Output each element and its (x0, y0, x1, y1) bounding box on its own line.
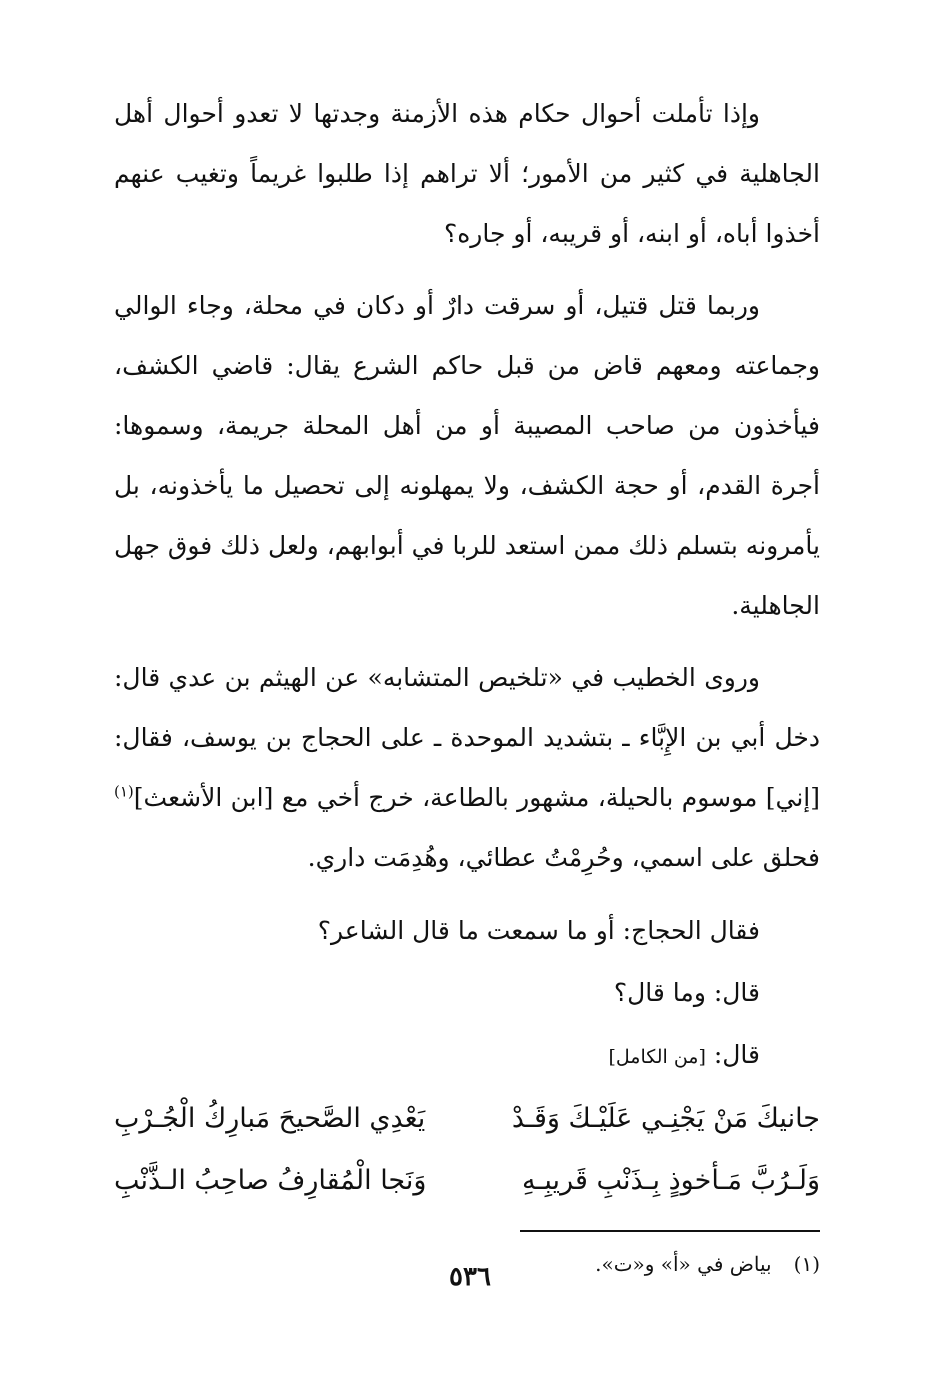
meter-label: [من الكامل] (608, 1046, 706, 1068)
footnote-reference[interactable]: (١) (114, 782, 134, 801)
footnote-number: (١) (793, 1252, 820, 1276)
poem-intro-text: قال: (705, 1040, 760, 1069)
dialog-line-question: قال: وما قال؟ (613, 978, 760, 1007)
verse-first-hemistich: وَلَـرُبَّ مَـأخوذٍ بِـذَنْبِ قَريبِـهِ (522, 1165, 820, 1196)
narration-text-end: فحلق على اسمي، وحُرِمْتُ عطائي، وهُدِمَت داري. (307, 843, 820, 872)
verse-second-hemistich: يَعْدِي الصَّحيحَ مَبارِكُ الْجُـرْبِ (114, 1103, 426, 1134)
verse-first-hemistich: جانيكَ مَنْ يَجْنِـي عَلَيْـكَ وَقَـدْ (511, 1103, 820, 1134)
page-number: ٥٣٦ (449, 1262, 491, 1292)
narration-text: وروى الخطيب في «تلخيص المتشابه» عن الهيثم بن عدي قال: دخل أبي بن الإِبَّاء ـ بتشديد الموحدة ـ على الحجاج بن يوسف، فقال: [إني] موسوم بالحيلة، مشهور بالطاعة، خرج أخي مع [ابن الأشعث] (114, 663, 820, 812)
page-body (114, 84, 820, 1284)
footnote-text: بياض في «أ» و«ت». (595, 1252, 772, 1276)
poem-verse (114, 1088, 820, 1150)
paragraph-rulers: وإذا تأملت أحوال حكام هذه الأزمنة وجدتها لا تعدو أحوال أهل الجاهلية في كثير من الأمور؛ ألا تراهم إذا طلبوا غريماً وتغيب عنهم أخذوا أباه، أو ابنه، أو قريبه، أو جاره؟ (114, 99, 820, 248)
footnote-separator (520, 1230, 820, 1232)
dialog-line-poem-intro (114, 1024, 820, 1088)
paragraph-crime-fee: وربما قتل قتيل، أو سرقت دارٌ أو دكان في محلة، وجاء الوالي وجماعته ومعهم قاض من قبل حاكم الشرع يقال: قاضي الكشف، فيأخذون من صاحب المصيبة أو من أهل المحلة جريمة، وسموها: أجرة القدم، أو حجة الكشف، ولا يمهلونه إلى تحصيل ما يأخذونه، بل يأمرونه بتسلم ذلك ممن استعد للربا في أبوابهم، ولعل ذلك فوق جهل الجاهلية. (114, 291, 820, 620)
verse-second-hemistich: وَنَجا الْمُقارِفُ صاحِبُ الـذَّنْبِ (114, 1165, 427, 1196)
paragraph-narration (114, 648, 820, 888)
poem-verse (114, 1150, 820, 1212)
dialog-line-hajjaj: فقال الحجاج: أو ما سمعت ما قال الشاعر؟ (317, 916, 760, 945)
